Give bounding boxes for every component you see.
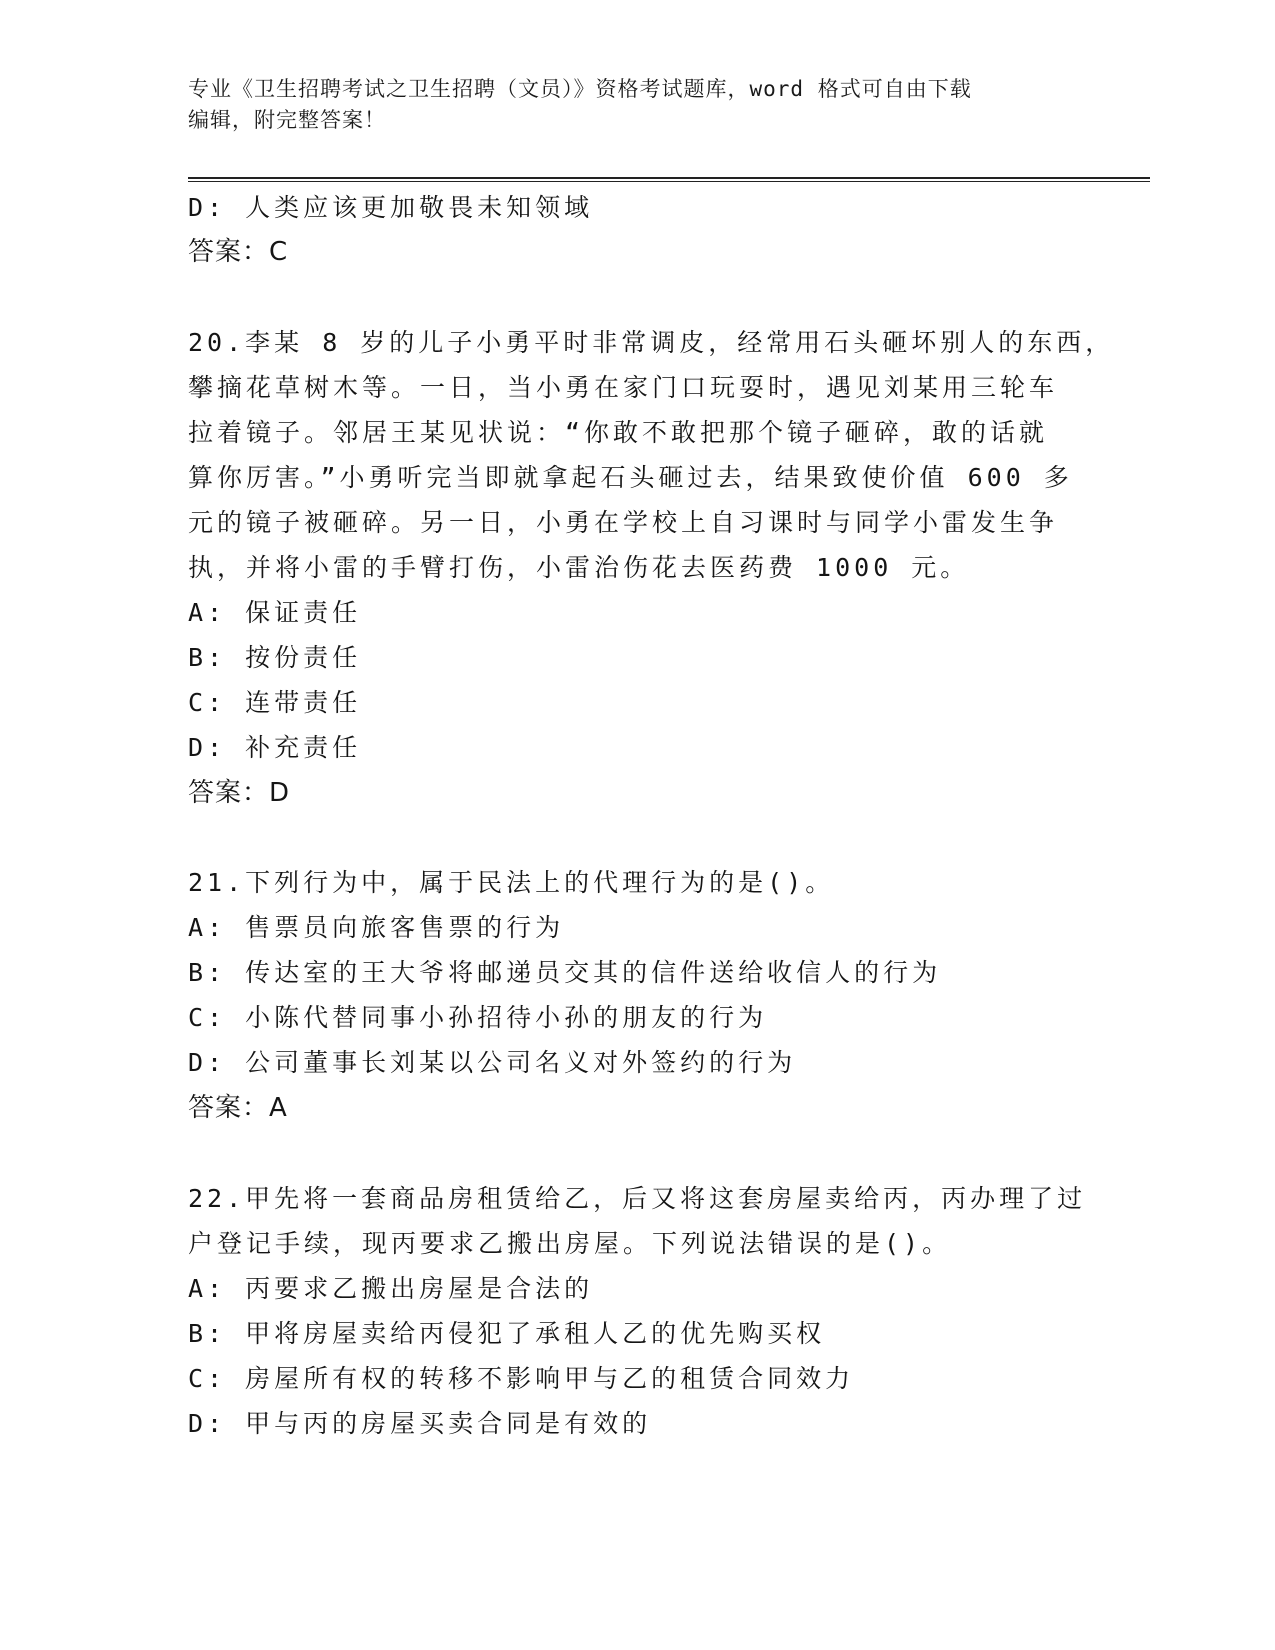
q20-stem-line-1: 20.李某 8 岁的儿子小勇平时非常调皮，经常用石头砸坏别人的东西， [188, 328, 1115, 357]
header-line-2: 编辑，附完整答案！ [188, 108, 386, 132]
q20-stem-line-3: 拉着镜子。邻居王某见状说：“你敢不敢把那个镜子砸碎，敢的话就 [188, 418, 1049, 447]
q21-option-d: D: 公司董事长刘某以公司名义对外签约的行为 [188, 1048, 797, 1077]
q20-option-a: A: 保证责任 [188, 598, 362, 627]
prev-answer: 答案：C [188, 237, 289, 267]
q20-stem-line-2: 攀摘花草树木等。一日，当小勇在家门口玩耍时，遇见刘某用三轮车 [188, 373, 1059, 402]
document-header [188, 74, 1068, 136]
q20-option-b: B: 按份责任 [188, 643, 362, 672]
q21-option-a: A: 售票员向旅客售票的行为 [188, 913, 565, 942]
header-line-1: 专业《卫生招聘考试之卫生招聘（文员）》资格考试题库，word 格式可自由下载 [188, 77, 972, 101]
q20-stem-line-4: 算你厉害。”小勇听完当即就拿起石头砸过去，结果致使价值 600 多 [188, 463, 1073, 492]
q22-option-a: A: 丙要求乙搬出房屋是合法的 [188, 1274, 594, 1303]
q20-stem-line-6: 执，并将小雷的手臂打伤，小雷治伤花去医药费 1000 元。 [188, 553, 970, 582]
q21-option-b: B: 传达室的王大爷将邮递员交其的信件送给收信人的行为 [188, 958, 942, 987]
q21-stem-line-1: 21.下列行为中，属于民法上的代理行为的是()。 [188, 868, 835, 897]
q20-stem-line-5: 元的镜子被砸碎。另一日，小勇在学校上自习课时与同学小雷发生争 [188, 508, 1059, 537]
q22-stem-line-1: 22.甲先将一套商品房租赁给乙，后又将这套房屋卖给丙，丙办理了过 [188, 1184, 1087, 1213]
q22-option-d: D: 甲与丙的房屋买卖合同是有效的 [188, 1409, 652, 1438]
q22-option-c: C: 房屋所有权的转移不影响甲与乙的租赁合同效力 [188, 1364, 855, 1393]
header-divider [188, 177, 1150, 182]
q20-option-d: D: 补充责任 [188, 733, 362, 762]
prev-option-d: D: 人类应该更加敬畏未知领域 [188, 193, 594, 222]
q22-stem-line-2: 户登记手续，现丙要求乙搬出房屋。下列说法错误的是()。 [188, 1229, 952, 1258]
q22-option-b: B: 甲将房屋卖给丙侵犯了承租人乙的优先购买权 [188, 1319, 826, 1348]
q21-option-c: C: 小陈代替同事小孙招待小孙的朋友的行为 [188, 1003, 768, 1032]
q21-answer: 答案：A [188, 1093, 288, 1123]
q20-option-c: C: 连带责任 [188, 688, 362, 717]
q20-answer: 答案：D [188, 778, 291, 808]
